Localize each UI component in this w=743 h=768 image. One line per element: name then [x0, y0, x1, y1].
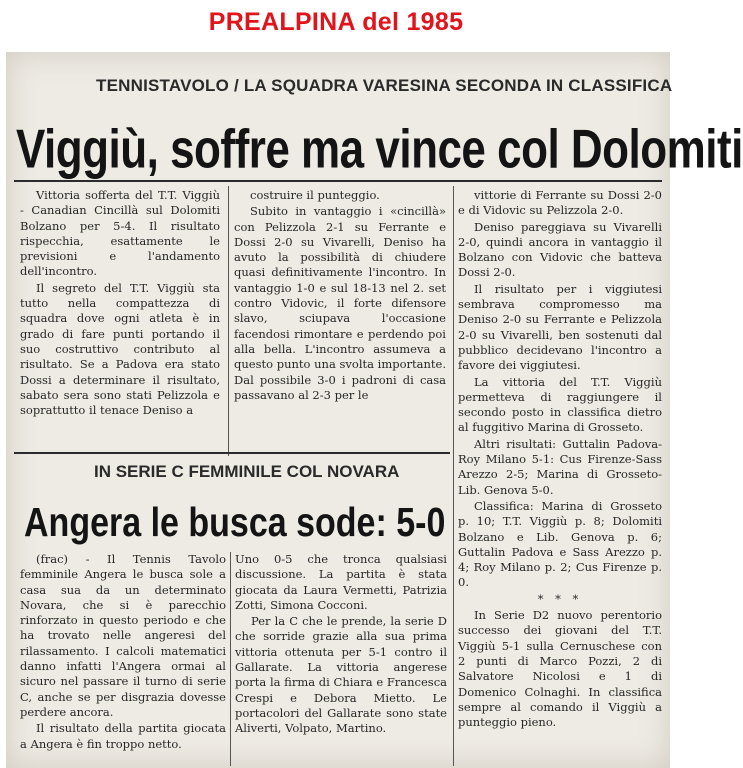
article1-column-2	[234, 188, 446, 403]
headline-rule	[14, 180, 662, 182]
paragraph: Il risultato della partita giocata a Angera è fin troppo netto.	[20, 721, 226, 751]
column-divider	[228, 186, 229, 456]
article1-column-3	[458, 188, 662, 730]
paragraph: Subito in vantaggio i «cincillà» con Pelizzola 2-1 su Ferrante e Dossi 2-0 su Vivarelli, Deniso ha avuto la possibilità di chiudere quasi definitivamente l'incontro. In vantaggio 1-0 e sul 18-13 nel 2. set contro Vidovic, il forte difensore slavo, sciupava l'occasione facendosi rimontare e perdendo poi alla bella. L'incontro assumeva a questo punto una svolta importante. Dal possibile 3-0 i padroni di casa passavano al 2-3 per le	[234, 204, 446, 402]
paragraph: (frac) - Il Tennis Tavolo femminile Angera le busca sole a casa sua da un determinato Novara, che si è parecchio rinforzato in questo periodo e che ha trovato nelle angeresi del rilassamento. I calcoli matematici danno infatti l'Angera ormai al sicuro nel passare il turno di serie C, anche se per disgrazia dovesse perdere ancora.	[20, 552, 226, 719]
article-kicker: TENNISTAVOLO / LA SQUADRA VARESINA SECONDA IN CLASSIFICA	[96, 76, 673, 95]
paragraph: Per la C che le prende, la serie D che sorride grazie alla sua prima vittoria ottenuta per 5-1 contro il Gallarate. La vittoria angerese porta la firma di Chiara e Francesca Crespi e Debora Mietto. Le portacolori del Gallarate sono state Aliverti, Volpato, Martino.	[235, 614, 447, 736]
paragraph: vittorie di Ferrante su Dossi 2-0 e di Vidovic su Pelizzola 2-0.	[458, 188, 662, 218]
column-divider	[230, 552, 231, 766]
article2-kicker: IN SERIE C FEMMINILE COL NOVARA	[94, 462, 400, 481]
article-divider	[14, 452, 450, 454]
paragraph: Uno 0-5 che tronca qualsiasi discussione. La partita è stata giocata da Laura Vermetti, Patrizia Zotti, Simona Cocconi.	[235, 552, 447, 612]
paragraph: Classifica: Marina di Grosseto p. 10; T.T. Viggiù p. 8; Dolomiti Bolzano e Lib. Genova p. 6; Guttalin Padova e Sass Arezzo p. 4; Roy Milano p. 2; Cus Firenze p. 0.	[458, 498, 662, 590]
page-title: PREALPINA del 1985	[208, 8, 464, 36]
paragraph: Vittoria sofferta del T.T. Viggiù - Canadian Cincillà sul Dolomiti Bolzano per 5-4. Il risultato rispecchia, esattamente le previsioni e l'andamento dell'incontro.	[20, 188, 220, 279]
paragraph: La vittoria del T.T. Viggiù permetteva di raggiungere il secondo posto in classifica dietro al fuggitivo Marina di Grosseto.	[458, 374, 662, 435]
paragraph: Altri risultati: Guttalin Padova-Roy Milano 5-1: Cus Firenze-Sass Arezzo 2-5; Marina di Grosseto-Lib. Genova 5-0.	[458, 436, 662, 497]
newspaper-clipping	[6, 52, 743, 768]
separator-stars: * * *	[537, 591, 583, 606]
article2-column-1	[20, 552, 226, 752]
article-headline: Viggiù, soffre ma vince col Dolomiti	[16, 118, 743, 180]
article2-headline: Angera le busca sode: 5-0	[24, 500, 446, 546]
paragraph: In Serie D2 nuovo perentorio successo dei giovani del T.T. Viggiù 5-1 sulla Cernuschese con 2 punti di Marco Pozzi, 2 di Salvatore Nicolosi e 1 di Domenico Colnaghi. In classifica sempre al comando il Viggiù a punteggio pieno.	[458, 608, 662, 730]
paragraph: Il risultato per i viggiutesi sembrava compromesso ma Deniso 2-0 su Ferrante e Pelizzola 2-0 su Vivarelli, ben sostenuti dal pubblico decidevano l'incontro a favore dei viggiutesi.	[458, 281, 662, 373]
article2-column-2	[235, 552, 447, 737]
paragraph: Deniso pareggiava su Vivarelli 2-0, quindi ancora in vantaggio il Bolzano con Vidovic che batteva Dossi 2-0.	[458, 219, 662, 280]
article1-column-1	[20, 188, 220, 418]
paragraph: Il segreto del T.T. Viggiù sta tutto nella compattezza di squadra dove ogni atleta è in grado di fare punti portando il suo costruttivo contributo al risultato. Se a Padova era stato Dossi a determinare il risultato, sabato sera sono stati Pelizzola e soprattutto il tenace Deniso a	[20, 280, 220, 418]
paragraph: costruire il punteggio.	[250, 188, 380, 202]
